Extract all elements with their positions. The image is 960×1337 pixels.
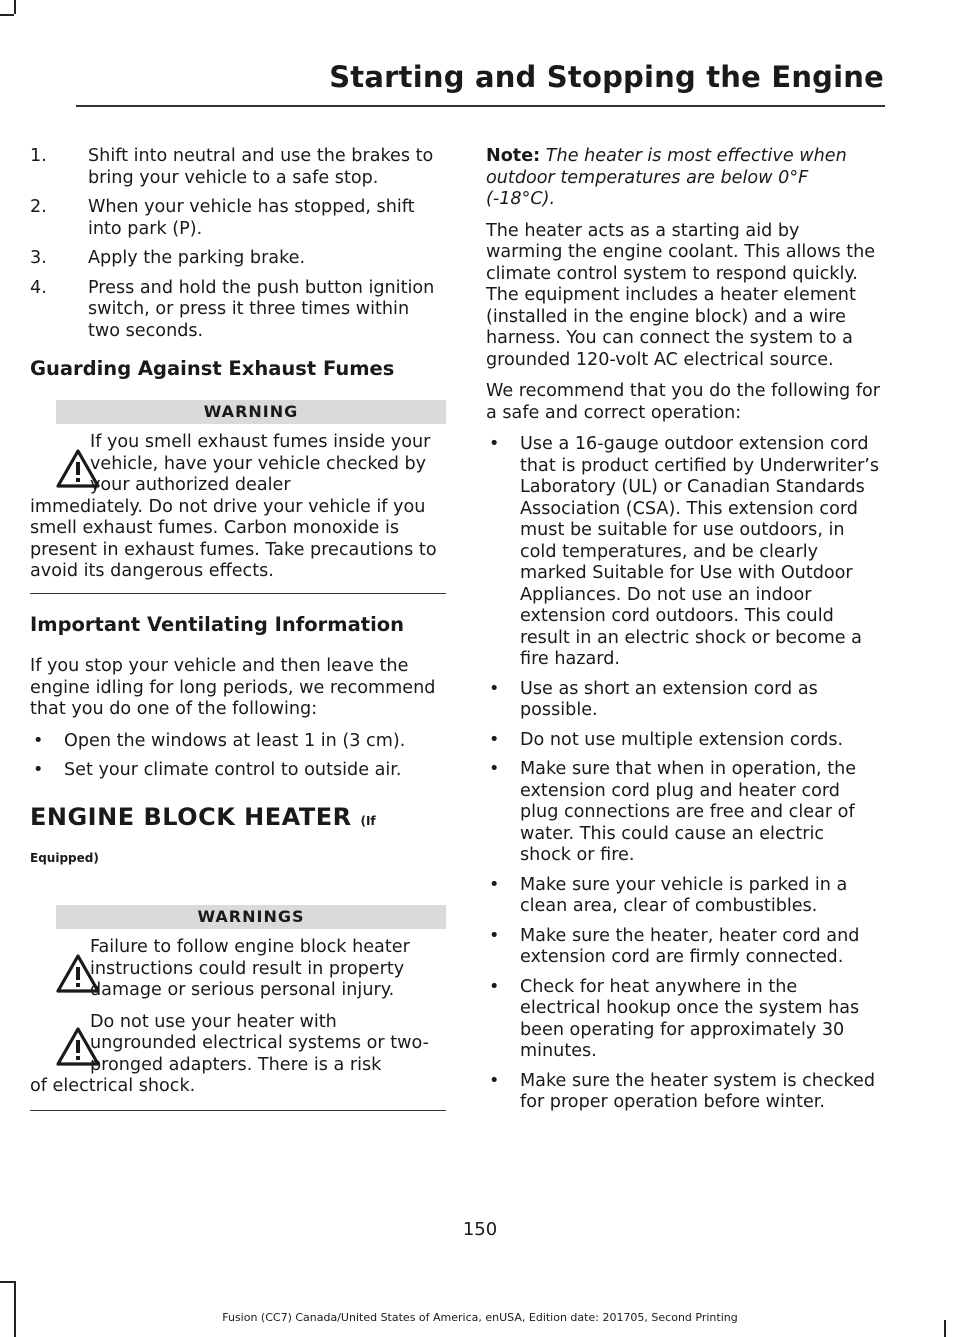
- divider: [30, 1110, 446, 1112]
- heater-equipped-note: Equipped): [30, 850, 99, 865]
- crop-mark-bottom-left-h: [0, 1281, 14, 1283]
- list-item: 1. Shift into neutral and use the brakes to bring your vehicle to a safe stop.: [30, 146, 434, 188]
- list-item: • Open the windows at least 1 in (3 cm).: [33, 730, 406, 751]
- heater-warning-1: [30, 937, 446, 1002]
- ventilating-list: [30, 731, 446, 782]
- crop-mark-bottom-left-v: [14, 1281, 16, 1337]
- right-column: [486, 146, 880, 1124]
- ventilating-intro: If you stop your vehicle and then leave the engine idling for long periods, we recommend that you do one of the following:: [30, 656, 436, 719]
- crop-mark-top-left-v: [14, 0, 16, 14]
- warning-text: Failure to follow engine block heater instructions could result in property damage or serious personal injury.: [90, 937, 410, 1000]
- warning-triangle-icon: [56, 953, 100, 993]
- list-item: • Do not use multiple extension cords.: [489, 729, 844, 750]
- warnings-label: WARNINGS: [56, 905, 446, 929]
- warning-text: Do not use your heater with ungrounded electrical systems or two-pronged adapters. There is a risk: [90, 1011, 429, 1075]
- footer: Fusion (CC7) Canada/United States of America, enUSA, Edition date: 201705, Second Printing: [222, 1311, 738, 1324]
- list-item: • Check for heat anywhere in the electrical hookup once the system has been operating for approximately 30 minutes.: [489, 976, 860, 1061]
- left-column: [30, 146, 446, 1119]
- exhaust-heading: Guarding Against Exhaust Fumes: [30, 357, 395, 380]
- list-item: • Make sure your vehicle is parked in a clean area, clear of combustibles.: [489, 874, 848, 916]
- page-number: 150: [462, 1219, 498, 1240]
- stop-steps-list: [30, 146, 446, 342]
- list-item: • Make sure that when in operation, the extension cord plug and heater cord plug connections are free and clear of water. This could cause an electric shock or fire.: [489, 759, 857, 865]
- warning-text-continued: of electrical shock.: [30, 1076, 196, 1096]
- recommendation-list: [486, 434, 880, 1114]
- list-item: • Set your climate control to outside air.: [33, 760, 402, 780]
- heater-warning-2: [30, 1012, 446, 1112]
- warning-text: If you smell exhaust fumes inside your vehicle, have your vehicle checked by your authorized dealer: [90, 432, 431, 495]
- list-item: • Make sure the heater system is checked for proper operation before winter.: [489, 1070, 876, 1112]
- warning-text-continued: immediately. Do not drive your vehicle if you smell exhaust fumes. Carbon monoxide is present in exhaust fumes. Take precautions to avoid its dangerous effects.: [30, 496, 437, 581]
- recommendation-intro: We recommend that you do the following for a safe and correct operation:: [486, 381, 881, 423]
- heater-description: The heater acts as a starting aid by warming the engine coolant. This allows the climate control system to respond quickly. The equipment includes a heater element (installed in the engine block) and a wire harness. You can connect the system to a grounded 120-volt AC electrical source.: [486, 220, 876, 370]
- list-item: 4. Press and hold the push button ignition switch, or press it three times within two seconds.: [30, 277, 435, 341]
- divider: [30, 593, 446, 595]
- list-item: 3. Apply the parking brake.: [30, 248, 306, 268]
- ventilating-heading: Important Ventilating Information: [30, 613, 405, 636]
- heater-heading: ENGINE BLOCK HEATER (If: [30, 802, 376, 831]
- exhaust-warning: [30, 432, 446, 594]
- crop-mark-top-left-h: [0, 14, 14, 16]
- list-item: • Use as short an extension cord as possible.: [489, 678, 818, 720]
- list-item: • Use a 16-gauge outdoor extension cord that is product certified by Underwriter’s Laboratory (UL) or Canadian Standards Association (CSA). This extension cord must be suitable for use outdoors, in cold temperatures, and be clearly marked Suitable for Use with Outdoor Appliances. Do not use an indoor extension cord outdoors. This could result in an electric shock or become a fire hazard.: [489, 434, 880, 669]
- page-title: Starting and Stopping the Engine: [329, 60, 884, 94]
- title-rule: [76, 105, 885, 107]
- list-item: 2. When your vehicle has stopped, shift into park (P).: [30, 197, 415, 239]
- list-item: • Make sure the heater, heater cord and extension cord are firmly connected.: [489, 925, 860, 967]
- warning-triangle-icon: [56, 448, 100, 488]
- warning-triangle-icon: [56, 1026, 100, 1066]
- heater-note: Note: The heater is most effective when outdoor temperatures are below 0°F (-18°C).: [486, 146, 847, 209]
- warning-label: WARNING: [56, 400, 446, 424]
